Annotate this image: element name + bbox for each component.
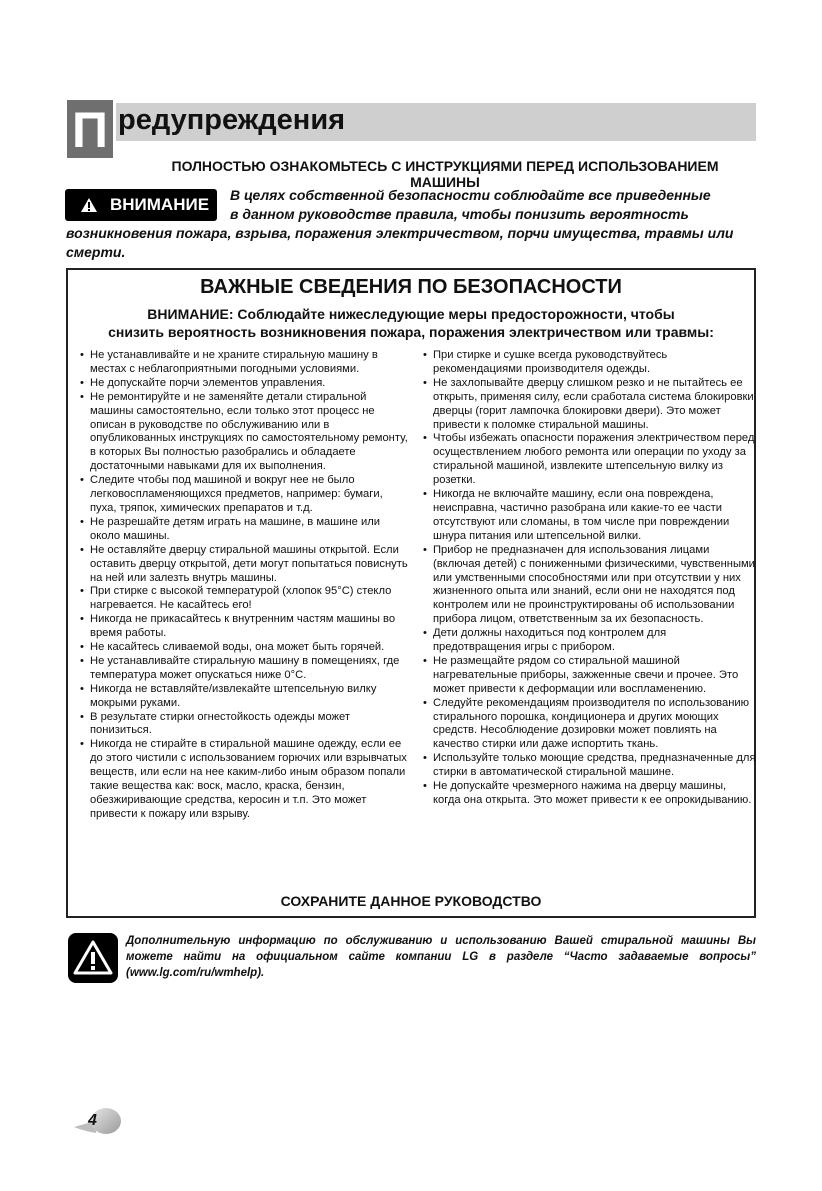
read-instructions-heading: ПОЛНОСТЬЮ ОЗНАКОМЬТЕСЬ С ИНСТРУКЦИЯМИ ПЕРЕД ИСПОЛЬЗОВАНИЕМ МАШИНЫ <box>171 158 719 190</box>
bullet-icon: • <box>80 474 84 487</box>
safety-item-text: Дети должны находиться под контролем для предотвращения игры с прибором. <box>433 627 667 654</box>
bullet-icon: • <box>80 376 84 389</box>
bullet-icon: • <box>423 752 427 765</box>
safety-item <box>80 544 410 586</box>
warning-line-2: в данном руководстве правила, чтобы понизить вероятность <box>230 206 689 222</box>
safety-item <box>423 349 756 377</box>
safety-item <box>423 627 756 655</box>
safety-item-text: Не захлопывайте дверцу слишком резко и не пытайтесь ее открыть, применяя силу, если сработала система блокировки дверцы (горит лампочка блокировки двери). Это может привести к поломке стиральной машины. <box>433 376 754 431</box>
safety-item-text: Не устанавливайте и не храните стиральную машину в местах с неблагоприятными погодными условиями. <box>90 349 378 375</box>
warning-triangle-icon <box>80 197 98 213</box>
safety-item-text: Используйте только моющие средства, предназначенные для стирки в автоматической стиральной машине. <box>433 752 756 779</box>
warning-line-1: В целях собственной безопасности соблюдайте все приведенные <box>230 187 711 203</box>
safety-item-text: Прибор не предназначен для использования лицами (включая детей) с пониженными физическими, чувственными или умственными способностями или при отсутствии у них жизненного опыта или знаний, если они не находятся под контролем или не проинструктированы об использовании прибора лицом, ответственным за их безопасность. <box>433 543 755 626</box>
safety-item-text: При стирке и сушке всегда руководствуйтесь рекомендациями производителя одежды. <box>433 349 668 375</box>
bullet-icon: • <box>423 349 427 361</box>
info-note-text: Дополнительную информацию по обслуживанию и использованию Вашей стиральной машины Вы можете найти на официальном сайте компании LG в разделе “Часто задаваемые вопросы” (www.lg.com/ru/wmhelp). <box>126 935 756 979</box>
safety-subtitle <box>66 305 756 341</box>
safety-item <box>423 432 756 488</box>
bullet-icon: • <box>423 696 427 709</box>
warning-badge <box>65 189 217 221</box>
bullet-icon: • <box>423 543 427 556</box>
safety-item-text: Не устанавливайте стиральную машину в помещениях, где температура может опускаться ниже 0°C. <box>90 654 400 681</box>
safety-item <box>80 655 410 683</box>
safety-item <box>80 613 410 641</box>
safety-item-text: Никогда не стирайте в стиральной машине одежду, если ее до этого чистили с использованием горючих или взрывчатых веществ, или если на нее каким-либо иным образом попали такие вещества как: воск, масло, краска, бензин, обезжиривающие средства, керосин и т.п. Это может привести к пожару или взрыву. <box>90 738 407 820</box>
bullet-icon: • <box>423 654 427 667</box>
safety-title: ВАЖНЫЕ СВЕДЕНИЯ ПО БЕЗОПАСНОСТИ <box>200 276 622 298</box>
safety-item <box>80 641 410 655</box>
info-warning-icon <box>68 933 118 983</box>
safety-item-text: Не касайтесь сливаемой воды, она может быть горячей. <box>90 641 385 654</box>
bullet-icon: • <box>80 585 84 598</box>
safety-item-text: Не ремонтируйте и не заменяйте детали стиральной машины самостоятельно, если только этот процесс не описан в руководстве по обслуживанию или в опубликованных инструкциях по самостоятельному ремонту, в которых Вы полностью разобрались и обладаете достаточными навыками для их выполнения. <box>90 390 408 473</box>
bullet-icon: • <box>80 641 84 654</box>
bullet-icon: • <box>423 627 427 640</box>
warning-label: ВНИМАНИЕ <box>110 195 210 214</box>
warning-line-3: возникновения пожара, взрыва, поражения электричеством, порчи имущества, травмы или смерти. <box>66 225 734 260</box>
safety-list-left <box>80 349 410 822</box>
safety-item <box>423 780 756 808</box>
bullet-icon: • <box>423 488 427 501</box>
safety-list-right <box>423 349 756 808</box>
bullet-icon: • <box>423 376 427 389</box>
safety-item <box>80 391 410 474</box>
safety-item <box>80 711 410 739</box>
safety-item-text: Не размещайте рядом со стиральной машиной нагревательные приборы, зажженные свечи и прочее. Это может привести к деформации или воспламенению. <box>433 654 739 695</box>
header-letter: П <box>72 102 108 158</box>
safety-item-text: Следуйте рекомендациям производителя по использованию стирального порошка, кондиционера и других моющих средств. Несоблюдение дозировки может повлиять на качество стирки или даже испортить ткань. <box>433 696 750 751</box>
page-number: 4 <box>88 1112 97 1129</box>
safety-item <box>423 655 756 697</box>
safety-subtitle-line-1: ВНИМАНИЕ: Соблюдайте нижеследующие меры предосторожности, чтобы <box>147 306 675 322</box>
safety-subtitle-line-2: снизить вероятность возникновения пожара, поражения электричеством или травмы: <box>108 324 714 340</box>
safety-item-text: Не разрешайте детям играть на машине, в машине или около машины. <box>90 515 381 542</box>
bullet-icon: • <box>80 682 84 695</box>
bullet-icon: • <box>80 543 84 556</box>
safety-item-text: Никогда не вставляйте/извлекайте штепсельную вилку мокрыми руками. <box>90 682 377 709</box>
safety-item <box>80 738 410 821</box>
safety-item <box>423 752 756 780</box>
page-number-badge <box>74 1107 122 1135</box>
bullet-icon: • <box>423 432 427 445</box>
safety-item-text: Не допускайте порчи элементов управления. <box>90 376 326 389</box>
bullet-icon: • <box>80 654 84 667</box>
safety-item <box>423 488 756 544</box>
safety-item-text: Не оставляйте дверцу стиральной машины открытой. Если оставить дверцу открытой, дети могут попытаться повиснуть на ней или залезть внутрь машины. <box>90 543 408 584</box>
warning-text-top <box>230 186 750 224</box>
safety-item-text: При стирке с высокой температурой (хлопок 95°C) стекло нагревается. Не касайтесь его! <box>90 585 392 612</box>
safety-item-text: Не допускайте чрезмерного нажима на дверцу машины, когда она открыта. Это может привести к ее опрокидыванию. <box>433 780 752 806</box>
bullet-icon: • <box>423 780 427 793</box>
bullet-icon: • <box>80 613 84 626</box>
safety-item <box>423 697 756 753</box>
bullet-icon: • <box>80 349 84 361</box>
safety-item <box>80 349 410 377</box>
bullet-icon: • <box>80 710 84 723</box>
safety-item <box>80 585 410 613</box>
safety-item-text: Никогда не прикасайтесь к внутренним частям машины во время работы. <box>90 613 396 640</box>
safety-item <box>80 474 410 516</box>
safety-item-text: Никогда не включайте машину, если она повреждена, неисправна, частично разобрана или какие-то ее части отсутствуют или сломаны, в том числе при повреждении шнура питания или штепсельной вилки. <box>433 488 730 542</box>
safety-item-text: Чтобы избежать опасности поражения электричеством перед осуществлением любого ремонта или операции по уходу за стиральной машиной, извлеките штепсельную вилку из розетки. <box>433 432 755 487</box>
safety-item <box>80 516 410 544</box>
safety-item <box>80 683 410 711</box>
bullet-icon: • <box>80 738 84 751</box>
safety-item-text: Следите чтобы под машиной и вокруг нее не было легковоспламеняющихся предметов, например: бумаги, пуха, тряпок, химических препаратов и т.д. <box>90 474 383 514</box>
safety-item <box>423 544 756 627</box>
safety-item <box>80 377 410 391</box>
page-title: редупреждения <box>118 104 346 136</box>
save-guide-note: СОХРАНИТЕ ДАННОЕ РУКОВОДСТВО <box>280 893 542 909</box>
safety-item <box>423 377 756 433</box>
safety-item-text: В результате стирки огнестойкость одежды может понизиться. <box>90 710 351 737</box>
bullet-icon: • <box>80 390 84 403</box>
bullet-icon: • <box>80 515 84 528</box>
